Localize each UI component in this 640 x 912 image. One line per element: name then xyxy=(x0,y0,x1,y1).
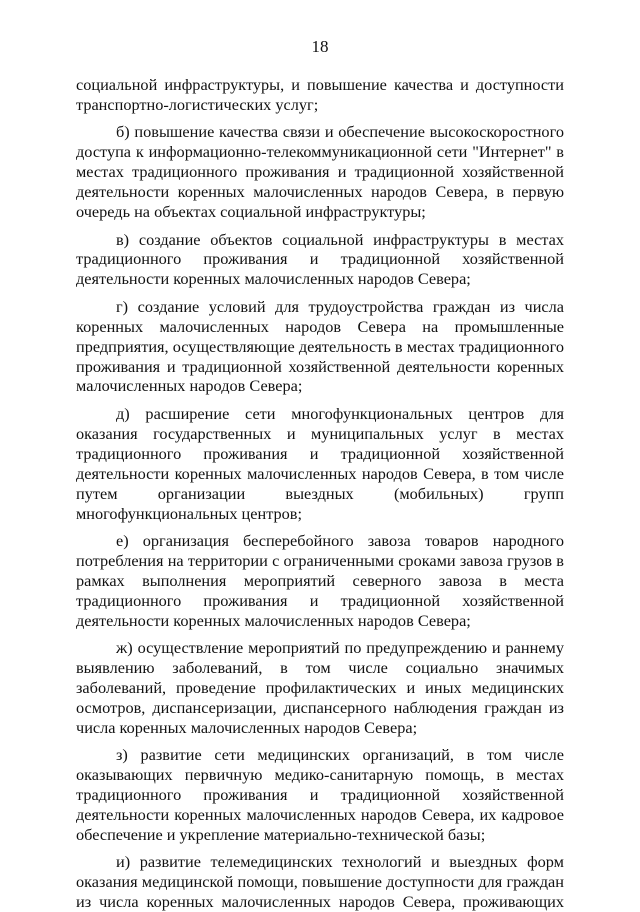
paragraph-continuation: социальной инфраструктуры, и повышение качества и доступности транспортно-логистических услуг; xyxy=(76,75,564,114)
paragraph-item-d: д) расширение сети многофункциональных центров для оказания государственных и муниципальных услуг в местах традиционного проживания и традиционной хозяйственной деятельности коренных малочисленных народов Севера, в том числе путем организации выездных (мобильных) групп многофункциональных центров; xyxy=(76,403,564,523)
paragraph-item-b: б) повышение качества связи и обеспечение высокоскоростного доступа к информационно-телекоммуникационной сети "Интернет" в местах традиционного проживания и традиционной хозяйственной деятельности коренных малочисленных народов Севера, в первую очередь на объектах социальной инфраструктуры; xyxy=(76,122,564,222)
paragraph-item-g: г) создание условий для трудоустройства граждан из числа коренных малочисленных народов Севера на промышленные предприятия, осуществляющие деятельность в местах традиционного проживания и традиционной хозяйственной деятельности коренных малочисленных народов Севера; xyxy=(76,296,564,396)
body-text xyxy=(76,75,564,912)
page-number: 18 xyxy=(311,37,329,56)
paragraph-item-e: е) организация бесперебойного завоза товаров народного потребления на территории с ограниченными сроками завоза грузов в рамках выполнения мероприятий северного завоза в места традиционного проживания и традиционной хозяйственной деятельности коренных малочисленных народов Севера; xyxy=(76,531,564,630)
paragraph-item-i: и) развитие телемедицинских технологий и выездных форм оказания медицинской помощи, повышение доступности для граждан из числа коренных малочисленных народов Севера, проживающих xyxy=(76,852,564,912)
paragraph-item-z: з) развитие сети медицинских организаций, в том числе оказывающих первичную медико-санитарную помощь, в местах традиционного проживания и традиционной хозяйственной деятельности коренных малочисленных народов Севера, их кадровое обеспечение и укрепление материально-технической базы; xyxy=(76,745,564,844)
paragraph-item-v: в) создание объектов социальной инфраструктуры в местах традиционного проживания и традиционной хозяйственной деятельности коренных малочисленных народов Севера; xyxy=(76,229,564,289)
paragraph-item-zh: ж) осуществление мероприятий по предупреждению и раннему выявлению заболеваний, в том числе социально значимых заболеваний, проведение профилактических и иных медицинских осмотров, диспансеризации, диспансерного наблюдения граждан из числа коренных малочисленных народов Севера; xyxy=(76,638,564,737)
